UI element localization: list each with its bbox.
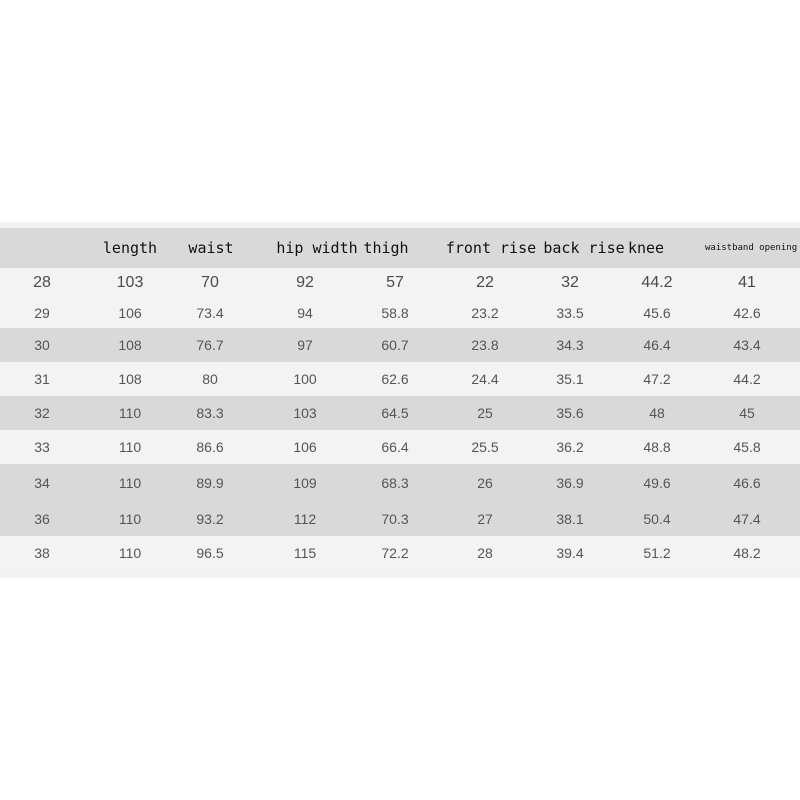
measurement-cell: 36.9 bbox=[556, 475, 584, 491]
measurement-cell: 38.1 bbox=[556, 511, 584, 527]
measurement-cell: 103 bbox=[116, 274, 144, 291]
measurement-cell: 57 bbox=[386, 274, 404, 291]
table-row bbox=[0, 430, 800, 464]
measurement-cell: 97 bbox=[297, 337, 313, 353]
measurement-cell: 50.4 bbox=[643, 511, 671, 527]
size-cell: 32 bbox=[34, 405, 50, 421]
measurement-cell: 46.4 bbox=[643, 337, 671, 353]
measurement-cell: 112 bbox=[293, 511, 317, 527]
measurement-cell: 96.5 bbox=[196, 545, 224, 561]
table-row bbox=[0, 298, 800, 328]
measurement-cell: 49.6 bbox=[643, 475, 671, 491]
table-row bbox=[0, 268, 800, 298]
measurement-cell: 76.7 bbox=[196, 337, 224, 353]
measurement-cell: 51.2 bbox=[643, 545, 671, 561]
measurement-cell: 68.3 bbox=[381, 475, 409, 491]
measurement-cell: 48 bbox=[649, 405, 665, 421]
measurement-cell: 33.5 bbox=[556, 305, 584, 321]
table-row bbox=[0, 536, 800, 570]
column-header: thigh bbox=[363, 239, 409, 257]
size-cell: 34 bbox=[34, 475, 50, 491]
measurement-cell: 110 bbox=[118, 475, 142, 491]
measurement-cell: 32 bbox=[561, 274, 579, 291]
measurement-cell: 58.8 bbox=[381, 305, 409, 321]
measurement-cell: 47.2 bbox=[643, 371, 671, 387]
column-header: back rise bbox=[543, 239, 625, 257]
measurement-cell: 108 bbox=[118, 371, 142, 387]
measurement-cell: 43.4 bbox=[733, 337, 761, 353]
measurement-cell: 35.6 bbox=[556, 405, 584, 421]
measurement-cell: 35.1 bbox=[556, 371, 584, 387]
measurement-cell: 72.2 bbox=[381, 545, 409, 561]
measurement-cell: 94 bbox=[297, 305, 313, 321]
table-row bbox=[0, 328, 800, 362]
measurement-cell: 106 bbox=[118, 305, 142, 321]
measurement-cell: 92 bbox=[296, 274, 314, 291]
measurement-cell: 26 bbox=[477, 475, 493, 491]
measurement-cell: 110 bbox=[118, 545, 142, 561]
measurement-cell: 28 bbox=[477, 545, 493, 561]
column-header: knee bbox=[627, 239, 665, 257]
measurement-cell: 23.2 bbox=[471, 305, 499, 321]
column-header: waistband opening bbox=[705, 243, 798, 253]
measurement-cell: 106 bbox=[293, 439, 317, 455]
measurement-cell: 45.8 bbox=[733, 439, 761, 455]
size-cell: 36 bbox=[34, 511, 50, 527]
measurement-cell: 60.7 bbox=[381, 337, 409, 353]
measurement-cell: 44.2 bbox=[641, 274, 673, 291]
size-cell: 33 bbox=[34, 439, 50, 455]
measurement-cell: 62.6 bbox=[381, 371, 409, 387]
measurement-cell: 64.5 bbox=[381, 405, 409, 421]
measurement-cell: 80 bbox=[202, 371, 218, 387]
measurement-cell: 83.3 bbox=[196, 405, 224, 421]
measurement-cell: 110 bbox=[118, 405, 142, 421]
column-header: front rise bbox=[445, 239, 537, 257]
measurement-cell: 45.6 bbox=[643, 305, 671, 321]
measurement-cell: 93.2 bbox=[196, 511, 224, 527]
measurement-cell: 48.2 bbox=[733, 545, 761, 561]
measurement-cell: 66.4 bbox=[381, 439, 409, 455]
measurement-cell: 48.8 bbox=[643, 439, 671, 455]
measurement-cell: 109 bbox=[293, 475, 317, 491]
measurement-cell: 46.6 bbox=[733, 475, 761, 491]
size-cell: 29 bbox=[34, 305, 50, 321]
measurement-cell: 41 bbox=[738, 274, 756, 291]
measurement-cell: 24.4 bbox=[471, 371, 499, 387]
measurement-cell: 108 bbox=[118, 337, 142, 353]
size-cell: 31 bbox=[34, 371, 50, 387]
size-cell: 28 bbox=[33, 274, 51, 291]
measurement-cell: 73.4 bbox=[196, 305, 224, 321]
measurement-cell: 25.5 bbox=[471, 439, 499, 455]
table-row bbox=[0, 502, 800, 536]
column-header: hip width bbox=[276, 239, 358, 257]
table-row bbox=[0, 362, 800, 396]
column-header bbox=[0, 228, 84, 268]
measurement-cell: 23.8 bbox=[471, 337, 499, 353]
measurement-cell: 47.4 bbox=[733, 511, 761, 527]
measurement-cell: 70 bbox=[201, 274, 219, 291]
measurement-cell: 100 bbox=[293, 371, 317, 387]
table-row bbox=[0, 396, 800, 430]
size-chart-table bbox=[0, 222, 800, 578]
measurement-cell: 25 bbox=[477, 405, 493, 421]
measurement-cell: 110 bbox=[118, 511, 142, 527]
measurement-cell: 36.2 bbox=[556, 439, 584, 455]
measurement-cell: 86.6 bbox=[196, 439, 224, 455]
measurement-cell: 34.3 bbox=[556, 337, 584, 353]
measurement-cell: 103 bbox=[293, 405, 317, 421]
measurement-cell: 27 bbox=[477, 511, 493, 527]
table-header-row bbox=[0, 228, 800, 268]
measurement-cell: 70.3 bbox=[381, 511, 409, 527]
measurement-cell: 39.4 bbox=[556, 545, 584, 561]
column-header: length bbox=[102, 239, 158, 257]
measurement-cell: 115 bbox=[293, 545, 317, 561]
size-cell: 38 bbox=[34, 545, 50, 561]
measurement-cell: 42.6 bbox=[733, 305, 761, 321]
measurement-cell: 45 bbox=[739, 405, 755, 421]
column-header: waist bbox=[188, 239, 234, 257]
measurement-cell: 22 bbox=[476, 274, 494, 291]
measurement-cell: 89.9 bbox=[196, 475, 224, 491]
measurement-cell: 110 bbox=[118, 439, 142, 455]
measurement-cell: 44.2 bbox=[733, 371, 761, 387]
size-cell: 30 bbox=[34, 337, 50, 353]
table-row bbox=[0, 464, 800, 502]
